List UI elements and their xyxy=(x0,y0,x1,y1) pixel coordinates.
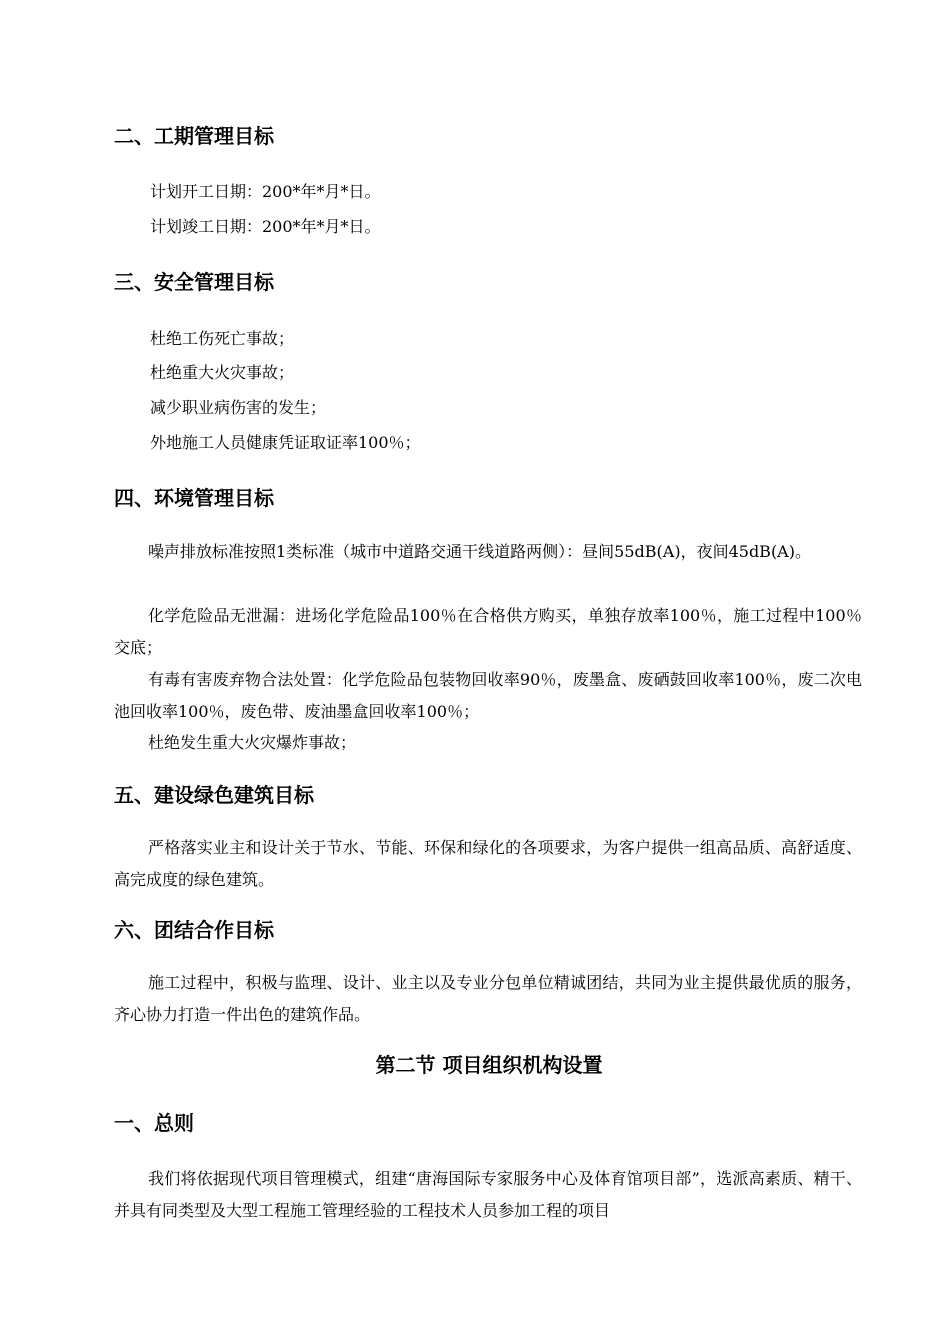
planned-start-date: 计划开工日期：200*年*月*日。 xyxy=(150,182,381,201)
heading-teamwork-goals: 六、团结合作目标 xyxy=(114,918,274,942)
safety-item: 杜绝工伤死亡事故； xyxy=(150,329,295,348)
environment-paragraph: 化学危险品无泄漏：进场化学危险品100％在合格供方购买，单独存放率100％，施工过程中100％交底； xyxy=(114,606,862,657)
safety-item: 杜绝重大火灾事故； xyxy=(150,363,295,382)
environment-paragraph: 杜绝发生重大火灾爆炸事故； xyxy=(148,733,357,752)
planned-finish-date: 计划竣工日期：200*年*月*日。 xyxy=(150,217,381,236)
teamwork-paragraph: 施工过程中，积极与监理、设计、业主以及专业分包单位精诚团结，共同为业主提供最优质的服务，齐心协力打造一件出色的建筑作品。 xyxy=(114,973,862,1024)
general-principles-paragraph: 我们将依据现代项目管理模式，组建“唐海国际专家服务中心及体育馆项目部”，选派高素质、精干、并具有同类型及大型工程施工管理经验的工程技术人员参加工程的项目 xyxy=(114,1169,862,1220)
heading-green-building-goals: 五、建设绿色建筑目标 xyxy=(114,783,314,807)
heading-general-principles: 一、总则 xyxy=(114,1111,194,1135)
heading-environment-goals: 四、环境管理目标 xyxy=(114,486,274,510)
heading-schedule-goals: 二、工期管理目标 xyxy=(114,124,274,148)
environment-paragraph: 有毒有害废弃物合法处置：化学危险品包装物回收率90％，废墨盒、废硒鼓回收率100％，废二次电池回收率100％，废色带、废油墨盒回收率100％； xyxy=(114,670,862,721)
section-title: 第二节 项目组织机构设置 xyxy=(375,1053,603,1077)
environment-paragraph: 噪声排放标准按照1类标准（城市中道路交通干线道路两侧）：昼间55dB(A)，夜间45dB(A)。 xyxy=(148,542,811,561)
green-building-paragraph: 严格落实业主和设计关于节水、节能、环保和绿化的各项要求，为客户提供一组高品质、高舒适度、高完成度的绿色建筑。 xyxy=(114,838,862,889)
safety-item: 减少职业病伤害的发生； xyxy=(150,398,327,417)
heading-safety-goals: 三、安全管理目标 xyxy=(114,270,274,294)
safety-item: 外地施工人员健康凭证取证率100％； xyxy=(150,433,421,452)
